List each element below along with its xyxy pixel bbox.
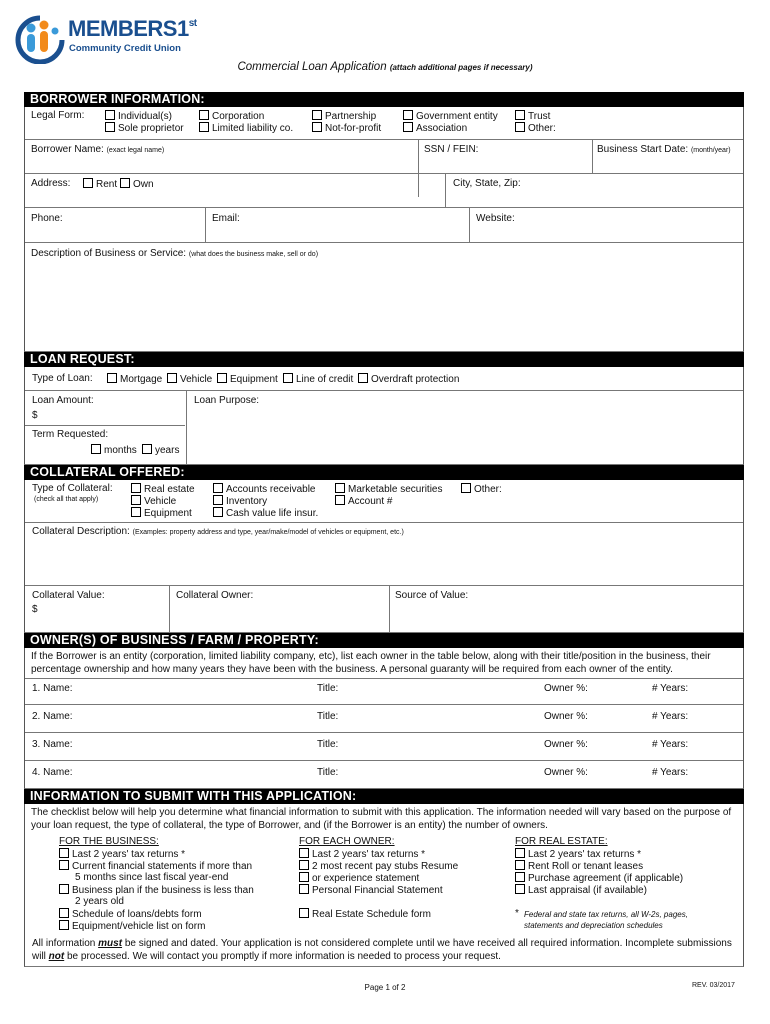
checkbox[interactable]: [131, 483, 141, 493]
footnote-star: *: [515, 908, 519, 919]
address-rent-option[interactable]: Rent: [83, 178, 117, 190]
owner-title-label: Title:: [317, 683, 339, 694]
checkbox[interactable]: [59, 908, 69, 918]
checkbox[interactable]: [515, 860, 525, 870]
business-start-date-label: Business Start Date: (month/year): [597, 144, 731, 155]
divider: [205, 207, 206, 242]
collateral-owner-label: Collateral Owner:: [176, 590, 254, 601]
checkbox[interactable]: [515, 848, 525, 858]
collateral-value-label: Collateral Value:: [32, 590, 105, 601]
legal-form-other[interactable]: Other:: [515, 122, 556, 134]
owners-intro: If the Borrower is an entity (corporation, limited liability company, etc), list each owner in the table below, along with their title/position in the business, their percentage ownership and how many years they have been with the business. A personal guaranty will be required from each owner of the entity.: [31, 651, 711, 675]
checkbox[interactable]: [59, 884, 69, 894]
checklist-item[interactable]: Current financial statements if more than: [59, 860, 252, 872]
loan-type-line-of-credit[interactable]: Line of credit: [283, 373, 353, 385]
footnote-line: statements and depreciation schedules: [524, 921, 663, 930]
business-description-label: Description of Business or Service: (what does the business make, sell or do): [31, 248, 319, 259]
divider: [25, 704, 743, 705]
divider: [25, 522, 743, 523]
collateral-value-dollar: $: [32, 604, 38, 615]
real-estate-checklist-heading: FOR REAL ESTATE:: [515, 836, 608, 847]
checkbox[interactable]: [515, 110, 525, 120]
checkbox[interactable]: [131, 495, 141, 505]
emphasis-not: not: [48, 951, 65, 962]
owner-name-label: 1. Name:: [32, 683, 73, 694]
owner-row: [32, 767, 742, 778]
owners-heading: OWNER(S) OF BUSINESS / FARM / PROPERTY:: [24, 633, 744, 648]
submit-info-section: [24, 804, 744, 967]
divider: [389, 585, 390, 632]
checklist-item[interactable]: Last 2 years' tax returns *: [59, 848, 185, 860]
checklist-item[interactable]: Last 2 years' tax returns *: [299, 848, 425, 860]
checkbox[interactable]: [213, 507, 223, 517]
closing-statement: All information must be signed and dated. Your application is not considered complete until we have received all required information. Incomplete submissions will not be processed. We will contact you promptly if more information is needed to process your request.: [32, 938, 732, 962]
checkbox[interactable]: [167, 373, 177, 383]
owner-row: [32, 739, 742, 750]
divider: [186, 390, 187, 464]
collateral-equipment[interactable]: Equipment: [131, 507, 192, 519]
checkbox[interactable]: [199, 122, 209, 132]
loan-type-label: Type of Loan:: [32, 373, 93, 384]
collateral-inventory[interactable]: Inventory: [213, 495, 267, 507]
owner-percent-label: Owner %:: [544, 739, 588, 750]
people-logo-icon: [14, 14, 66, 64]
divider: [445, 173, 446, 207]
divider: [418, 139, 419, 197]
owner-title-label: Title:: [317, 739, 339, 750]
page-number: Page 1 of 2: [364, 983, 406, 992]
logo-subtitle: Community Credit Union: [69, 43, 181, 54]
checkbox[interactable]: [461, 483, 471, 493]
checkbox[interactable]: [283, 373, 293, 383]
checkbox[interactable]: [105, 122, 115, 132]
checkbox[interactable]: [515, 122, 525, 132]
checklist-item[interactable]: Purchase agreement (if applicable): [515, 872, 683, 884]
checklist-item[interactable]: Equipment/vehicle list on form: [59, 920, 205, 932]
divider: [25, 173, 743, 174]
loan-type-mortgage[interactable]: Mortgage: [107, 373, 162, 385]
checkbox[interactable]: [335, 495, 345, 505]
divider: [25, 139, 743, 140]
term-years-option[interactable]: years: [142, 444, 179, 456]
collateral-account-number[interactable]: Account #: [335, 495, 392, 507]
checkbox[interactable]: [59, 920, 69, 930]
checkbox[interactable]: [105, 110, 115, 120]
loan-type-overdraft[interactable]: Overdraft protection: [358, 373, 459, 385]
submit-intro: The checklist below will help you determine what financial information to submit with this application. The information needed will vary based on the purpose of your loan request, the type of collateral, the type of Borrower, and (if the Borrower is an entity) the number of owners.: [31, 807, 732, 831]
divider: [25, 390, 743, 391]
owners-section: [24, 648, 744, 789]
divider: [25, 760, 743, 761]
checkbox[interactable]: [515, 884, 525, 894]
checkbox[interactable]: [91, 444, 101, 454]
legal-form-not-for-profit[interactable]: Not-for-profit: [312, 122, 381, 134]
legal-form-sole-proprietor[interactable]: Sole proprietor: [105, 122, 184, 134]
owner-percent-label: Owner %:: [544, 767, 588, 778]
owner-title-label: Title:: [317, 767, 339, 778]
borrower-section: [24, 107, 744, 352]
checklist-item[interactable]: Schedule of loans/debts form: [59, 908, 202, 920]
legal-form-association[interactable]: Association: [403, 122, 467, 134]
term-months-option[interactable]: months: [91, 444, 137, 456]
address-own-option[interactable]: Own: [120, 178, 154, 190]
collateral-marketable-securities[interactable]: Marketable securities: [335, 483, 442, 495]
checkbox[interactable]: [217, 373, 227, 383]
owner-years-label: # Years:: [652, 683, 689, 694]
checklist-item[interactable]: Last appraisal (if available): [515, 884, 647, 896]
checkbox[interactable]: [312, 122, 322, 132]
checklist-item[interactable]: or experience statement: [299, 872, 419, 884]
divider: [592, 139, 593, 173]
collateral-description-label: Collateral Description: (Examples: property address and type, year/make/model of vehicles or equipment, etc.): [32, 526, 404, 537]
checklist-item-continued: 2 years old: [75, 896, 124, 907]
divider: [469, 207, 470, 242]
owner-years-label: # Years:: [652, 739, 689, 750]
checkbox[interactable]: [403, 122, 413, 132]
checkbox[interactable]: [59, 848, 69, 858]
revision-date: REV. 03/2017: [692, 982, 735, 989]
checklist-item[interactable]: 2 most recent pay stubs Resume: [299, 860, 458, 872]
owner-row: [32, 711, 742, 722]
divider: [25, 425, 185, 426]
owner-title-label: Title:: [317, 711, 339, 722]
title-note: (attach additional pages if necessary): [389, 63, 533, 72]
collateral-heading: COLLATERAL OFFERED:: [24, 465, 744, 480]
website-label: Website:: [476, 213, 515, 224]
divider: [25, 678, 743, 679]
divider: [25, 732, 743, 733]
city-state-zip-label: City, State, Zip:: [453, 178, 521, 189]
checklist-item[interactable]: Last 2 years' tax returns *: [515, 848, 641, 860]
borrower-heading: BORROWER INFORMATION:: [24, 92, 744, 107]
checkbox[interactable]: [335, 483, 345, 493]
loan-amount-label: Loan Amount:: [32, 395, 94, 406]
emphasis-must: must: [98, 938, 123, 949]
checkbox[interactable]: [358, 373, 368, 383]
collateral-real-estate[interactable]: Real estate: [131, 483, 195, 495]
divider: [169, 585, 170, 632]
checkbox[interactable]: [515, 872, 525, 882]
owner-row: [32, 683, 742, 694]
address-label: Address:: [31, 178, 71, 189]
checkbox[interactable]: [403, 110, 413, 120]
legal-form-partnership[interactable]: Partnership: [312, 110, 376, 122]
logo-name: MEMBERS1st: [68, 16, 197, 41]
checklist-item[interactable]: Business plan if the business is less than: [59, 884, 254, 896]
checklist-item[interactable]: Rent Roll or tenant leases: [515, 860, 643, 872]
checkbox[interactable]: [199, 110, 209, 120]
checkbox[interactable]: [142, 444, 152, 454]
loan-purpose-label: Loan Purpose:: [194, 395, 260, 406]
source-of-value-label: Source of Value:: [395, 590, 469, 601]
checkbox[interactable]: [59, 860, 69, 870]
logo: [14, 14, 204, 64]
business-checklist-heading: FOR THE BUSINESS:: [59, 836, 159, 847]
loan-section: [24, 367, 744, 465]
loan-type-equipment[interactable]: Equipment: [217, 373, 278, 385]
term-requested-label: Term Requested:: [32, 429, 109, 440]
email-label: Email:: [212, 213, 240, 224]
owner-percent-label: Owner %:: [544, 711, 588, 722]
checkbox[interactable]: [131, 507, 141, 517]
checklist-item[interactable]: Real Estate Schedule form: [299, 908, 431, 920]
legal-form-llc[interactable]: Limited liability co.: [199, 122, 293, 134]
checkbox[interactable]: [83, 178, 93, 188]
loan-type-vehicle[interactable]: Vehicle: [167, 373, 212, 385]
checkbox[interactable]: [299, 908, 309, 918]
owner-name-label: 3. Name:: [32, 739, 73, 750]
collateral-cash-value-life[interactable]: Cash value life insur.: [213, 507, 318, 519]
footnote-line: Federal and state tax returns, all W-2s, pages,: [524, 910, 688, 919]
checkbox[interactable]: [213, 495, 223, 505]
borrower-name-label: Borrower Name: (exact legal name): [31, 144, 165, 155]
checkbox[interactable]: [299, 884, 309, 894]
owner-checklist-heading: FOR EACH OWNER:: [299, 836, 395, 847]
loan-amount-dollar: $: [32, 410, 38, 421]
checkbox[interactable]: [120, 178, 130, 188]
collateral-other[interactable]: Other:: [461, 483, 502, 495]
checkbox[interactable]: [213, 483, 223, 493]
application-form: [24, 92, 744, 967]
legal-form-corporation[interactable]: Corporation: [199, 110, 264, 122]
legal-form-individual[interactable]: Individual(s): [105, 110, 172, 122]
collateral-vehicle[interactable]: Vehicle: [131, 495, 176, 507]
checklist-item[interactable]: Personal Financial Statement: [299, 884, 443, 896]
owner-name-label: 4. Name:: [32, 767, 73, 778]
checklist-item-continued: 5 months since last fiscal year-end: [75, 872, 229, 883]
owner-years-label: # Years:: [652, 767, 689, 778]
divider: [25, 242, 743, 243]
divider: [25, 207, 743, 208]
owner-percent-label: Owner %:: [544, 683, 588, 694]
checkbox[interactable]: [312, 110, 322, 120]
legal-form-trust[interactable]: Trust: [515, 110, 550, 122]
divider: [25, 585, 743, 586]
document-title: Commercial Loan Application (attach additional pages if necessary): [237, 61, 533, 73]
owner-years-label: # Years:: [652, 711, 689, 722]
checkbox[interactable]: [299, 848, 309, 858]
checkbox[interactable]: [107, 373, 117, 383]
submit-info-heading: INFORMATION TO SUBMIT WITH THIS APPLICATION:: [24, 789, 744, 804]
loan-request-heading: LOAN REQUEST:: [24, 352, 744, 367]
owner-name-label: 2. Name:: [32, 711, 73, 722]
phone-label: Phone:: [31, 213, 63, 224]
checkbox[interactable]: [299, 872, 309, 882]
collateral-type-label: Type of Collateral:: [32, 483, 113, 494]
checkbox[interactable]: [299, 860, 309, 870]
legal-form-government[interactable]: Government entity: [403, 110, 498, 122]
ssn-fein-label: SSN / FEIN:: [424, 144, 479, 155]
legal-form-label: Legal Form:: [31, 110, 85, 121]
collateral-section: [24, 480, 744, 633]
collateral-type-note: (check all that apply): [34, 496, 99, 503]
collateral-accounts-receivable[interactable]: Accounts receivable: [213, 483, 316, 495]
